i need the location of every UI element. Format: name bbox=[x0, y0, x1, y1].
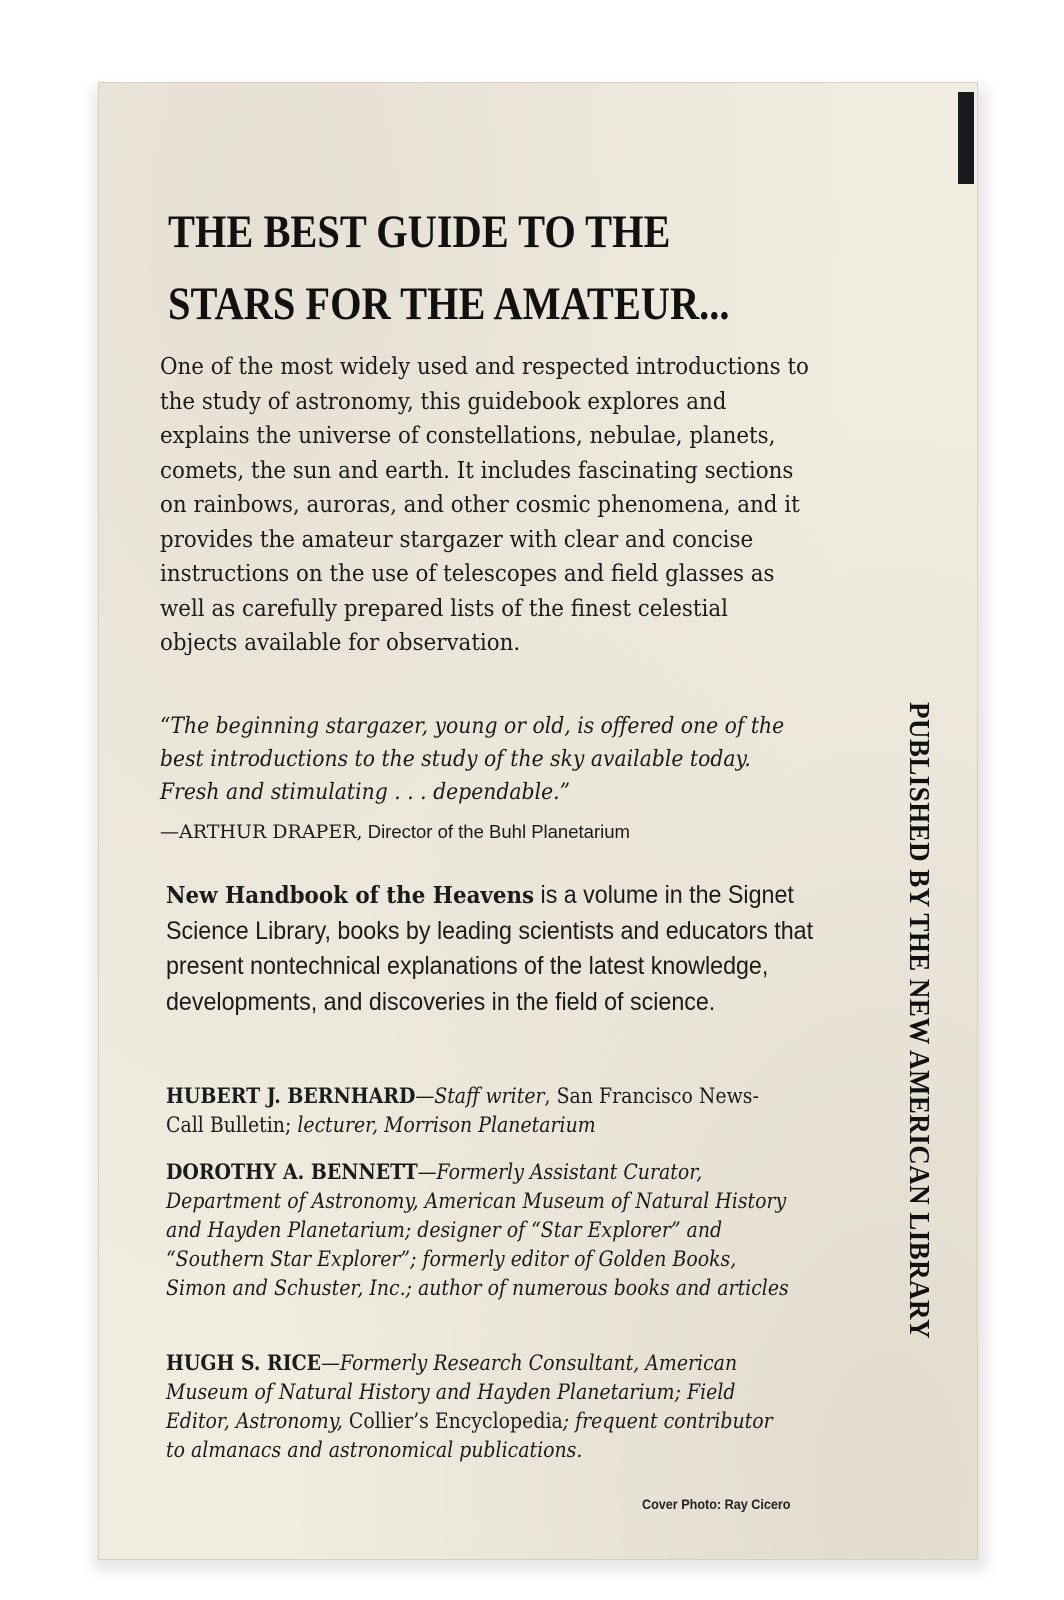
review-quote: “The beginning stargazer, young or old, is offered one of the best introductions to the study of the sky available today. Fresh and stimulating . . . dependable.” bbox=[160, 713, 785, 805]
quote-attribution bbox=[160, 818, 860, 846]
description-paragraph: One of the most widely used and respected introductions to the study of astronomy, this guidebook explores and explains the universe of constellations, nebulae, planets, comets, the sun and earth. It includes fascinating sections on rainbows, auroras, and other cosmic phenomena, and it provides the amateur stargazer with clear and concise instructions on the use of telescopes and field glasses as well as carefully prepared lists of the finest celestial objects available for observation. bbox=[160, 354, 809, 656]
headline bbox=[168, 196, 770, 340]
spine-edge-mark bbox=[958, 92, 974, 184]
author-bio-bernhard bbox=[166, 1081, 796, 1140]
author-name: HUBERT J. BERNHARD bbox=[166, 1083, 416, 1108]
author-description: Formerly Assistant Curator, Department of Astronomy, American Museum of Natural History and Hayden Planetarium; designer of “Star Explorer” and “Southern Star Explorer”; formerly editor of Golden Books, Simon and Schuster, Inc.; author of numerous books and articles bbox=[166, 1160, 789, 1300]
library-text: is a volume in the Signet Science Library, books by leading scientists and educators that present nontechnical explanations of the latest knowledge, developments, and discoveries in the field of science. bbox=[166, 881, 814, 1016]
dash: — bbox=[415, 1084, 435, 1108]
library-paragraph bbox=[166, 878, 817, 1020]
quote-author: —ARTHUR DRAPER, bbox=[160, 821, 363, 843]
quote-author-title: Director of the Buhl Planetarium bbox=[367, 821, 630, 842]
headline-line-2: STARS FOR THE AMATEUR... bbox=[168, 278, 730, 330]
publisher-vertical-text: PUBLISHED BY THE NEW AMERICAN LIBRARY bbox=[903, 702, 935, 1339]
author-description-end: ; frequent contributor to almanacs and astronomical publications. bbox=[166, 1409, 773, 1462]
author-affiliation: , San Francisco News-Call Bulletin; bbox=[166, 1084, 759, 1137]
author-role-2: lecturer, Morrison Planetarium bbox=[297, 1113, 596, 1137]
dash: — bbox=[417, 1160, 437, 1184]
author-bio-rice bbox=[166, 1348, 796, 1465]
author-name: HUGH S. RICE bbox=[166, 1350, 322, 1375]
headline-line-1: THE BEST GUIDE TO THE bbox=[168, 206, 671, 258]
author-name: DOROTHY A. BENNETT bbox=[166, 1159, 418, 1184]
author-bio-bennett bbox=[166, 1157, 796, 1303]
book-title: New Handbook of the Heavens bbox=[166, 882, 535, 909]
cover-photo-credit: Cover Photo: Ray Cicero bbox=[642, 1496, 791, 1512]
author-description: Formerly Research Consultant, American Museum of Natural History and Hayden Planetarium; Field Editor, Astronomy, bbox=[166, 1351, 738, 1433]
dash: — bbox=[321, 1351, 340, 1375]
author-role: Staff writer bbox=[434, 1084, 545, 1108]
encyclopedia-title: Collier’s Encyclopedia bbox=[348, 1409, 563, 1433]
